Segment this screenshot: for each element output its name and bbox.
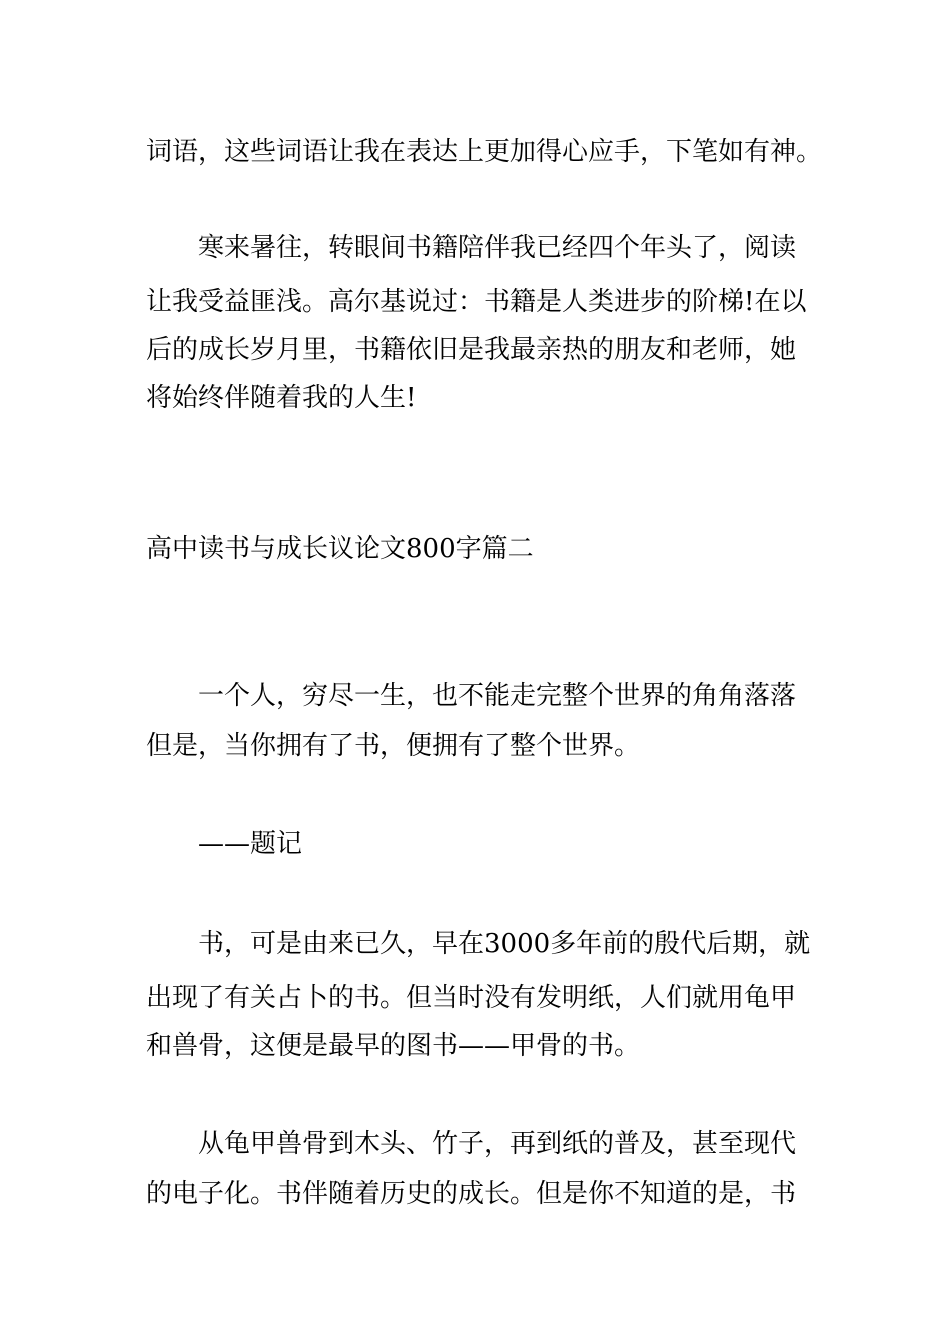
paragraph-line: 和兽骨，这便是最早的图书——甲骨的书。 [146, 1031, 641, 1061]
paragraph-line: 出现了有关占卜的书。但当时没有发明纸，人们就用龟甲 [146, 983, 797, 1013]
paragraph-line: 的电子化。书伴随着历史的成长。但是你不知道的是，书 [146, 1179, 797, 1209]
paragraph-line: 寒来暑往，转眼间书籍陪伴我已经四个年头了，阅读 [198, 233, 797, 263]
paragraph-line: 书，可是由来已久，早在3000多年前的殷代后期，就 [198, 929, 811, 959]
paragraph-line: 但是，当你拥有了书，便拥有了整个世界。 [146, 731, 641, 761]
paragraph-line: 从龟甲兽骨到木头、竹子，再到纸的普及，甚至现代 [198, 1129, 797, 1159]
epigraph-attribution: ——题记 [198, 829, 303, 859]
paragraph-line: 后的成长岁月里，书籍依旧是我最亲热的朋友和老师，她 [146, 335, 797, 365]
paragraph-line: 词语，这些词语让我在表达上更加得心应手，下笔如有神。 [146, 137, 823, 167]
paragraph-line: 让我受益匪浅。高尔基说过：书籍是人类进步的阶梯!在以 [146, 287, 807, 317]
paragraph-line: 将始终伴随着我的人生! [146, 383, 417, 413]
paragraph-line: 一个人，穷尽一生，也不能走完整个世界的角角落落 [198, 681, 797, 711]
section-heading: 高中读书与成长议论文800字篇二 [146, 534, 534, 564]
